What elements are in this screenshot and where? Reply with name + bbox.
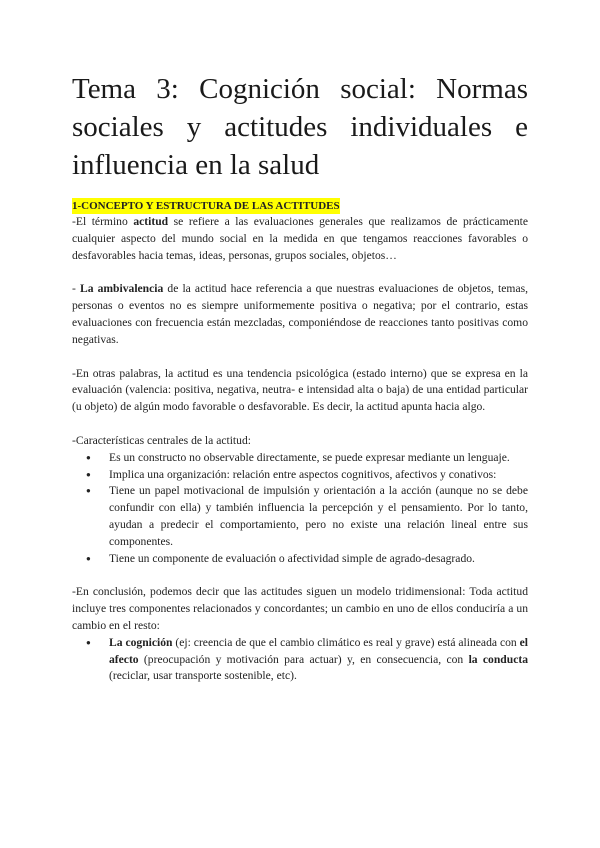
term-ambivalencia: La ambivalencia (79, 282, 164, 296)
list-item: ● Es un constructo no observable directamente, se puede expresar mediante un lenguaje. (106, 450, 528, 467)
paragraph-caracteristicas: -Características centrales de la actitud: (72, 433, 251, 447)
page-title: Tema 3: Cognición social: Normas sociales y actitudes individuales e influencia en la salud (72, 73, 528, 181)
paragraph-actitud: -El término actitud se refiere a las evaluaciones generales que realizamos de prácticamente cualquier aspecto del mundo social en la medida en que tengamos reacciones favorables o desfavorables hacia temas, ideas, personas, grupos sociales, objetos… (72, 215, 528, 262)
list-item: ● Tiene un papel motivacional de impulsión y orientación a la acción (aunque no se debe confundir con ella) y también influencia la percepción y el pensamiento. Por lo tanto, ayudan a predecir el comportamiento, pero no existe una relación lineal entre sus componentes. (106, 483, 528, 550)
components-list (72, 635, 528, 685)
term-actitud: actitud (133, 215, 169, 228)
term-cognicion: La cognición (109, 635, 173, 649)
paragraph-conclusion: -En conclusión, podemos decir que las actitudes siguen un modelo tridimensional: Toda actitud incluye tres componentes relacionados y concordantes; un cambio en uno de ellos conduciría a un cambio en el resto: (72, 585, 528, 632)
paragraph-ambivalencia: - La ambivalencia de la actitud hace referencia a que nuestras evaluaciones de objetos, temas, personas o eventos no es siempre uniformemente positiva o negativa; por el contrario, estas evaluaciones con frecuencia están mezcladas, componiéndose de reacciones tanto positivas como negativas. (72, 282, 529, 346)
list-item: ● Tiene un componente de evaluación o afectividad simple de agrado-desagrado. (106, 551, 528, 568)
term-afecto: el afecto (109, 635, 528, 666)
characteristics-list (72, 450, 528, 568)
paragraph-tendencia: -En otras palabras, la actitud es una tendencia psicológica (estado interno) que se expresa en la evaluación (valencia: positiva, negativa, neutra- e intensidad alta o baja) de una entidad particular (u objeto) de algún modo favorable o desfavorable. Es decir, la actitud apunta hacia algo. (72, 366, 528, 414)
section-heading: 1-CONCEPTO Y ESTRUCTURA DE LAS ACTITUDES (72, 200, 340, 212)
list-item: ● Implica una organización: relación entre aspectos cognitivos, afectivos y conativos: (106, 467, 528, 484)
list-item: ● La cognición (ej: creencia de que el cambio climático es real y grave) está alineada con el afecto (preocupación y motivación para actuar) y, en consecuencia, con la conducta (reciclar, usar transporte sostenible, etc). (106, 635, 528, 685)
term-conducta: la conducta (468, 652, 528, 666)
